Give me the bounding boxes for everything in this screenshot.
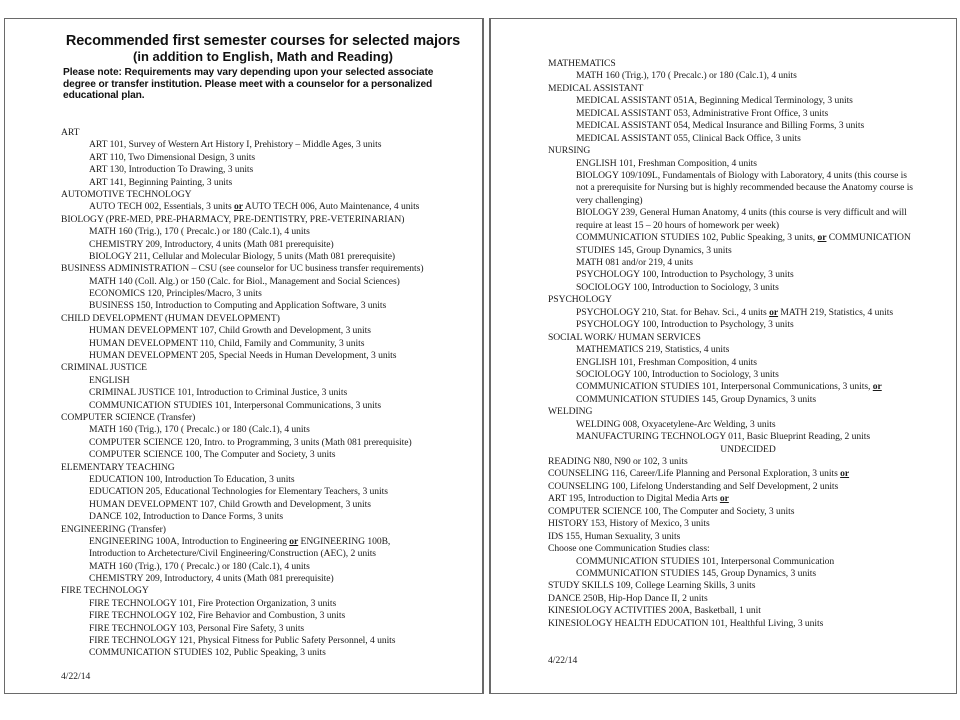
course-line: BUSINESS 150, Introduction to Computing and Application Software, 3 units — [89, 300, 387, 312]
course-text: COUNSELING 116, Career/Life Planning and Personal Exploration, 3 units — [548, 468, 841, 480]
course-line: MATH 160 (Trig.), 170 ( Precalc.) or 180 (Calc.1), 4 units — [89, 424, 310, 436]
course-line: MEDICAL ASSISTANT 051A, Beginning Medical Terminology, 3 units — [576, 95, 853, 107]
section-heading: NURSING — [548, 145, 591, 157]
section-heading: DANCE 250B, Hip-Hop Dance II, 2 units — [548, 592, 708, 604]
course-line: COMPUTER SCIENCE 100, The Computer and Society, 3 units — [89, 449, 336, 461]
course-line: MEDICAL ASSISTANT 054, Medical Insurance and Billing Forms, 3 units — [576, 120, 865, 132]
or-keyword: or — [817, 232, 827, 244]
course-text: ART 195, Introduction to Digital Media Arts — [548, 493, 720, 505]
course-text: AUTO TECH 002, Essentials, 3 units — [89, 201, 234, 213]
course-line: MATH 160 (Trig.), 170 ( Precalc.) or 180 (Calc.1), 4 units — [89, 226, 310, 238]
section-heading: CRIMINAL JUSTICE — [61, 362, 147, 374]
course-line: SOCIOLOGY 100, Introduction to Sociology, 3 units — [576, 368, 779, 380]
document-title: Recommended first semester courses for selected majors — [65, 33, 461, 49]
course-line: CHEMISTRY 209, Introductory, 4 units (Math 081 prerequisite) — [89, 573, 334, 585]
left-document-page — [4, 18, 484, 694]
course-line: MATH 160 (Trig.), 170 ( Precalc.) or 180 (Calc.1), 4 units — [576, 70, 797, 82]
section-heading: FIRE TECHNOLOGY — [61, 585, 149, 597]
course-text: COMMUNICATION — [826, 232, 911, 244]
or-keyword: or — [840, 468, 850, 480]
course-line: ENGLISH — [89, 374, 130, 386]
course-line: BIOLOGY 109/109L, Fundamentals of Biology with Laboratory, 4 units (this course is — [576, 169, 907, 181]
course-line — [548, 232, 948, 244]
section-heading: ART — [61, 127, 80, 138]
course-line: MATHEMATICS 219, Statistics, 4 units — [576, 344, 730, 356]
right-course-list — [548, 58, 948, 630]
section-heading: MEDICAL ASSISTANT — [548, 82, 644, 94]
section-heading: BUSINESS ADMINISTRATION – CSU (see counselor for UC business transfer requirements) — [61, 263, 424, 275]
or-keyword: or — [234, 201, 243, 213]
course-line: COMMUNICATION STUDIES 102, Public Speaking, 3 units — [89, 647, 326, 659]
section-heading-centered: UNDECIDED — [720, 443, 776, 455]
course-line: Introduction to Archetecture/Civil Engineering/Construction (AEC), 2 units — [89, 548, 376, 560]
or-keyword: or — [289, 535, 299, 547]
course-line: PSYCHOLOGY 100, Introduction to Psychology, 3 units — [576, 269, 794, 281]
course-line: HUMAN DEVELOPMENT 110, Child, Family and Community, 3 units — [89, 337, 365, 349]
course-line: HUMAN DEVELOPMENT 205, Special Needs in Human Development, 3 units — [89, 350, 397, 362]
document-header — [63, 33, 463, 102]
course-line: ART 130, Introduction To Drawing, 3 units — [89, 164, 254, 176]
course-text: PSYCHOLOGY 210, Stat. for Behav. Sci., 4 units — [576, 306, 770, 318]
course-text: MATH 219, Statistics, 4 units — [778, 306, 894, 318]
section-heading: KINESIOLOGY ACTIVITIES 200A, Basketball, 1 unit — [548, 605, 761, 617]
course-text: ENGINEERING 100A, Introduction to Engineering — [89, 535, 290, 547]
course-text: COMMUNICATION STUDIES 101, Interpersonal Communications, 3 units, — [576, 381, 873, 393]
course-line: MATH 081 and/or 219, 4 units — [576, 257, 693, 268]
course-line: not a prerequisite for Nursing but is highly recommended because the Anatomy course is — [576, 182, 913, 194]
course-line: CRIMINAL JUSTICE 101, Introduction to Criminal Justice, 3 units — [89, 387, 348, 399]
course-line: FIRE TECHNOLOGY 103, Personal Fire Safety, 3 units — [89, 622, 305, 634]
section-heading: BIOLOGY (PRE-MED, PRE-PHARMACY, PRE-DENTISTRY, PRE-VETERINARIAN) — [61, 213, 405, 225]
section-heading: WELDING — [548, 406, 593, 418]
right-document-page — [489, 18, 957, 694]
course-line: STUDIES 145, Group Dynamics, 3 units — [576, 244, 732, 256]
section-heading: Choose one Communication Studies class: — [548, 543, 710, 555]
or-keyword: or — [719, 493, 729, 505]
course-line: COMPUTER SCIENCE 120, Intro. to Programming, 3 units (Math 081 prerequisite) — [89, 436, 412, 448]
course-text: ENGINEERING 100B, — [298, 535, 391, 547]
section-heading: MATHEMATICS — [548, 58, 616, 69]
document-subtitle: (in addition to English, Math and Reading) — [133, 49, 393, 64]
course-line: FIRE TECHNOLOGY 102, Fire Behavior and Combustion, 3 units — [89, 610, 346, 622]
section-heading: CHILD DEVELOPMENT (HUMAN DEVELOPMENT) — [61, 312, 280, 324]
course-line — [61, 201, 471, 213]
course-line: MEDICAL ASSISTANT 055, Clinical Back Office, 3 units — [576, 132, 801, 144]
course-line: COMMUNICATION STUDIES 101, Interpersonal Communication — [576, 555, 835, 567]
section-heading: PSYCHOLOGY — [548, 294, 613, 306]
section-heading: KINESIOLOGY HEALTH EDUCATION 101, Healthful Living, 3 units — [548, 617, 824, 629]
course-line: ENGLISH 101, Freshman Composition, 4 units — [576, 356, 757, 368]
course-text: COMMUNICATION STUDIES 102, Public Speaking, 3 units, — [576, 232, 818, 244]
course-line: require at least 15 – 20 hours of homework per week) — [576, 219, 780, 231]
course-line: MATH 140 (Coll. Alg.) or 150 (Calc. for Biol., Management and Social Sciences) — [89, 275, 400, 287]
course-line: WELDING 008, Oxyacetylene-Arc Welding, 3 units — [576, 418, 776, 430]
course-line: ECONOMICS 120, Principles/Macro, 3 units — [89, 288, 262, 300]
course-line: ART 101, Survey of Western Art History I, Prehistory – Middle Ages, 3 units — [89, 139, 382, 151]
section-heading: COMPUTER SCIENCE 100, The Computer and Society, 3 units — [548, 505, 795, 517]
course-line: ENGLISH 101, Freshman Composition, 4 units — [576, 157, 757, 169]
course-line — [61, 536, 471, 548]
course-line: COMMUNICATION STUDIES 145, Group Dynamics, 3 units — [576, 567, 817, 579]
course-line: FIRE TECHNOLOGY 101, Fire Protection Organization, 3 units — [89, 597, 337, 609]
course-line: BIOLOGY 239, General Human Anatomy, 4 units (this course is very difficult and will — [576, 207, 907, 219]
course-line: PSYCHOLOGY 100, Introduction to Psychology, 3 units — [576, 319, 794, 331]
section-heading — [548, 468, 948, 480]
section-heading: READING N80, N90 or 102, 3 units — [548, 456, 688, 467]
section-heading: COMPUTER SCIENCE (Transfer) — [61, 411, 196, 423]
course-line: DANCE 102, Introduction to Dance Forms, 3 units — [89, 511, 284, 523]
course-line: MEDICAL ASSISTANT 053, Administrative Front Office, 3 units — [576, 107, 829, 119]
or-keyword: or — [769, 306, 779, 318]
section-heading: ELEMENTARY TEACHING — [61, 461, 175, 473]
course-line: ART 110, Two Dimensional Design, 3 units — [89, 151, 256, 163]
course-line: COMMUNICATION STUDIES 101, Interpersonal Communications, 3 units — [89, 399, 382, 411]
or-keyword: or — [872, 381, 882, 393]
section-heading — [548, 493, 948, 505]
course-line: ART 141, Beginning Painting, 3 units — [89, 176, 233, 188]
course-line: EDUCATION 205, Educational Technologies for Elementary Teachers, 3 units — [89, 486, 388, 498]
course-line: FIRE TECHNOLOGY 121, Physical Fitness for Public Safety Personnel, 4 units — [89, 635, 396, 647]
section-heading: IDS 155, Human Sexuality, 3 units — [548, 530, 681, 542]
course-line — [548, 307, 948, 319]
advisory-note: Please note: Requirements may vary depending upon your selected associate degree or transfer institution. Please meet with a counselor for a personalized educational plan. — [63, 67, 434, 102]
section-heading: STUDY SKILLS 109, College Learning Skills, 3 units — [548, 580, 756, 592]
right-page-date: 4/22/14 — [548, 655, 578, 666]
course-line: very challenging) — [576, 194, 643, 206]
section-heading: AUTOMOTIVE TECHNOLOGY — [61, 188, 192, 200]
left-course-list — [61, 127, 471, 660]
course-line: EDUCATION 100, Introduction To Education, 3 units — [89, 473, 295, 485]
section-heading: HISTORY 153, History of Mexico, 3 units — [548, 518, 710, 530]
section-heading: COUNSELING 100, Lifelong Understanding and Self Development, 2 units — [548, 480, 839, 492]
course-line: MANUFACTURING TECHNOLOGY 011, Basic Blueprint Reading, 2 units — [576, 431, 871, 443]
course-line: BIOLOGY 211, Cellular and Molecular Biology, 5 units (Math 081 prerequisite) — [89, 250, 396, 262]
course-line: HUMAN DEVELOPMENT 107, Child Growth and Development, 3 units — [89, 498, 371, 510]
course-line — [548, 381, 948, 393]
course-line: MATH 160 (Trig.), 170 ( Precalc.) or 180 (Calc.1), 4 units — [89, 560, 310, 572]
course-line: SOCIOLOGY 100, Introduction to Sociology, 3 units — [576, 281, 779, 293]
section-heading: SOCIAL WORK/ HUMAN SERVICES — [548, 331, 701, 343]
course-line: HUMAN DEVELOPMENT 107, Child Growth and Development, 3 units — [89, 325, 371, 337]
left-page-date: 4/22/14 — [61, 671, 91, 682]
course-line: CHEMISTRY 209, Introductory, 4 units (Math 081 prerequisite) — [89, 238, 334, 250]
section-heading: ENGINEERING (Transfer) — [61, 523, 166, 535]
course-line: COMMUNICATION STUDIES 145, Group Dynamics, 3 units — [576, 393, 817, 405]
course-text: AUTO TECH 006, Auto Maintenance, 4 units — [242, 201, 420, 213]
